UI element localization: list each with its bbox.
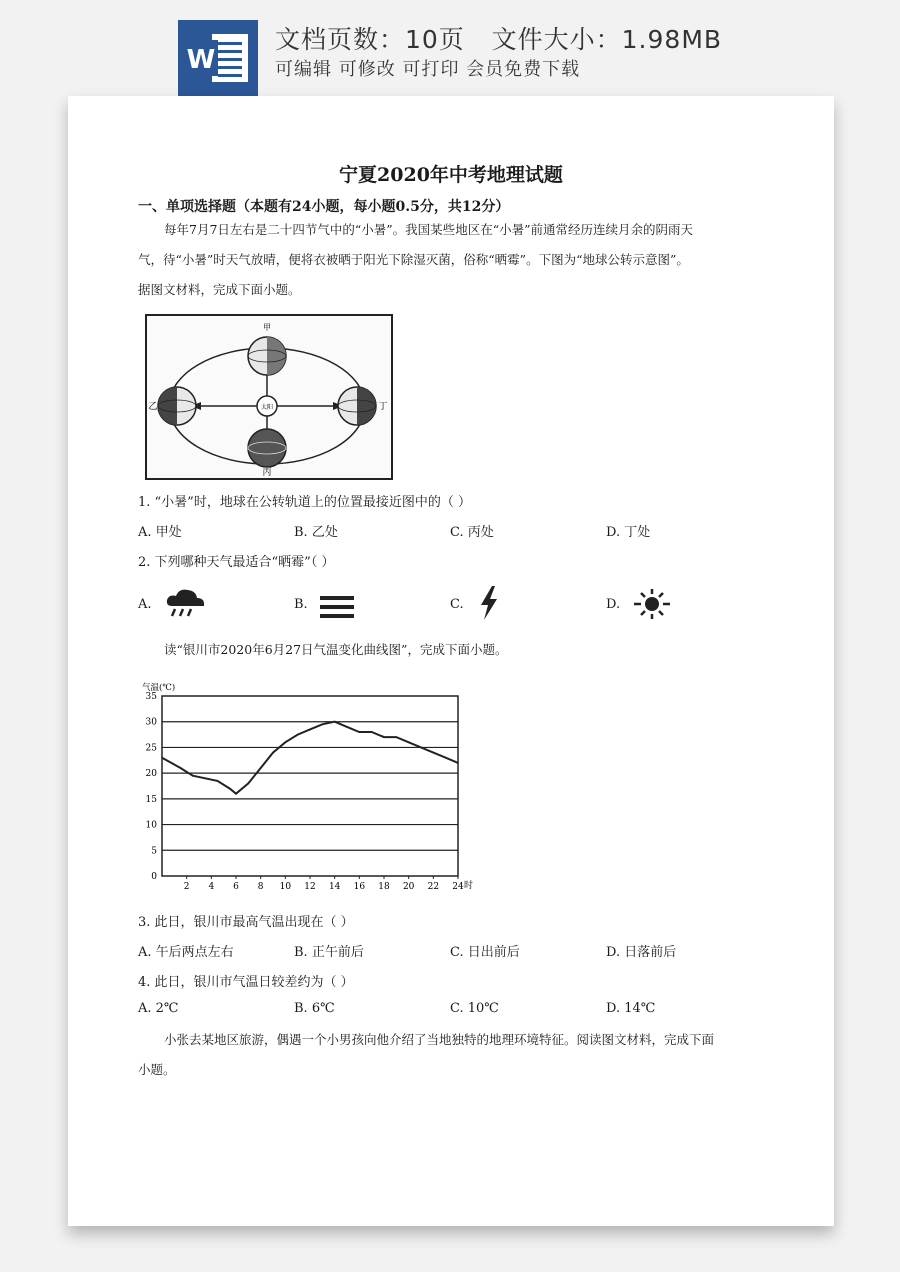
- q2-option-c[interactable]: C.: [450, 597, 464, 612]
- q4-option-d[interactable]: D. 14℃: [606, 1001, 656, 1016]
- file-features-text: 可编辑 可修改 可打印 会员免费下载: [275, 59, 581, 80]
- q2-option-a[interactable]: A.: [138, 597, 152, 612]
- document-page: [68, 96, 834, 1226]
- temperature-point: [334, 721, 336, 723]
- section-heading: 一、单项选择题（本题有24小题，每小题0.5分，共12分）: [138, 199, 510, 215]
- question-1: 1. “小暑”时，地球在公转轨道上的位置最接近图中的（ ）: [138, 495, 471, 510]
- q3-option-d[interactable]: D. 日落前后: [606, 945, 677, 960]
- temperature-point: [445, 757, 447, 759]
- q1-option-c[interactable]: C. 丙处: [450, 525, 494, 540]
- chart-intro-text: 读“银川市2020年6月27日气温变化曲线图”，完成下面小题。: [164, 642, 508, 657]
- q1-option-d[interactable]: D. 丁处: [606, 525, 651, 540]
- page-title: 宁夏2020年中考地理试题: [339, 164, 563, 186]
- q3-option-c[interactable]: C. 日出前后: [450, 945, 520, 960]
- y-tick-label: 25: [145, 743, 157, 754]
- x-tick-label: 2: [183, 882, 190, 892]
- y-tick-label: 15: [145, 794, 157, 805]
- x-tick-label: 24: [452, 882, 464, 892]
- globe-top: [248, 337, 286, 375]
- temperature-point: [309, 729, 311, 731]
- q2-option-b[interactable]: B.: [294, 597, 308, 612]
- q3-option-a[interactable]: A. 午后两点左右: [138, 945, 234, 960]
- x-tick-label: 16: [353, 882, 366, 892]
- intro-paragraph-line: 气，待“小暑”时天气放晴，便将衣被晒于阳光下除湿灭菌，俗称“晒霉”。下图为“地球公转示意图”。: [138, 252, 689, 267]
- y-tick-label: 0: [151, 872, 157, 882]
- temperature-point: [383, 736, 385, 738]
- question-2: 2. 下列哪种天气最适合“晒霉”（ ）: [138, 555, 335, 570]
- label-jia: 甲: [263, 323, 271, 332]
- temperature-point: [248, 783, 250, 785]
- temperature-point: [217, 780, 219, 782]
- q1-option-a[interactable]: A. 甲处: [138, 525, 182, 540]
- q4-option-c[interactable]: C. 10℃: [450, 1001, 499, 1016]
- temperature-point: [161, 757, 163, 759]
- temperature-point: [346, 726, 348, 728]
- intro-paragraph-line: 每年7月7日左右是二十四节气中的“小暑”。我国某些地区在“小暑”前通常经历连续月余的阴雨天: [164, 222, 693, 237]
- q4-option-a[interactable]: A. 2℃: [138, 1001, 179, 1016]
- intro-paragraph-line: 据图文材料，完成下面小题。: [138, 282, 301, 297]
- temperature-point: [272, 752, 274, 754]
- label-yi: 乙: [148, 402, 158, 412]
- closing-paragraph-line: 小题。: [138, 1062, 176, 1077]
- temperature-point: [359, 731, 361, 733]
- temperature-chart: [134, 676, 484, 896]
- x-tick-label: 8: [257, 882, 264, 892]
- y-tick-label: 35: [145, 692, 157, 702]
- x-tick-label: 12: [304, 882, 316, 892]
- question-3: 3. 此日，银川市最高气温出现在（ ）: [138, 915, 354, 930]
- sun-icon: [632, 588, 672, 624]
- sun-center: [257, 396, 277, 416]
- temperature-point: [192, 775, 194, 777]
- temperature-point: [371, 731, 373, 733]
- temperature-point: [285, 741, 287, 743]
- q4-option-b[interactable]: B. 6℃: [294, 1001, 335, 1016]
- x-tick-label: 4: [208, 882, 215, 892]
- label-bing: 丙: [262, 468, 272, 478]
- x-tick-label: 10: [279, 882, 292, 892]
- y-tick-label: 10: [145, 820, 157, 831]
- download-banner: [0, 0, 900, 96]
- temperature-point: [180, 767, 182, 769]
- y-tick-label: 5: [151, 846, 157, 857]
- file-info-text: 文档页数：10页 文件大小：1.98MB: [275, 25, 723, 54]
- temperature-point: [396, 736, 398, 738]
- x-tick-label: 18: [378, 882, 390, 892]
- temperature-point: [433, 752, 435, 754]
- q3-option-b[interactable]: B. 正午前后: [294, 945, 364, 960]
- globe-bottom: [248, 429, 286, 467]
- plot-frame: [162, 696, 458, 876]
- temperature-point: [408, 741, 410, 743]
- temperature-point: [260, 767, 262, 769]
- temperature-point: [204, 777, 206, 779]
- y-tick-label: 30: [145, 717, 157, 728]
- x-axis-label: 时: [464, 881, 474, 891]
- x-tick-label: 22: [427, 882, 440, 892]
- temperature-series-line: [162, 722, 458, 794]
- y-tick-label: 20: [145, 769, 157, 780]
- temperature-point: [322, 723, 324, 725]
- globe-left: [158, 387, 196, 425]
- q1-option-b[interactable]: B. 乙处: [294, 525, 338, 540]
- word-icon-letter: W: [186, 45, 216, 75]
- svg-text:太阳: 太阳: [260, 404, 274, 411]
- earth-revolution-diagram: [145, 314, 393, 480]
- temperature-point: [420, 747, 422, 749]
- q2-option-d[interactable]: D.: [606, 597, 621, 612]
- question-4: 4. 此日，银川市气温日较差约为（ ）: [138, 975, 354, 990]
- word-document-icon: [178, 20, 258, 96]
- globe-right: [338, 387, 376, 425]
- temperature-point: [229, 788, 231, 790]
- temperature-point: [235, 793, 237, 795]
- temperature-point: [457, 762, 459, 764]
- lightning-icon: [478, 586, 500, 624]
- label-ding: 丁: [378, 402, 388, 412]
- rain-cloud-icon: [164, 588, 208, 622]
- x-tick-label: 6: [233, 882, 239, 892]
- y-axis-label: 气温(℃): [142, 683, 176, 693]
- x-tick-label: 14: [328, 882, 341, 892]
- fog-icon: [320, 595, 354, 623]
- closing-paragraph-line: 小张去某地区旅游，偶遇一个小男孩向他介绍了当地独特的地理环境特征。阅读图文材料，完成下面: [164, 1032, 715, 1047]
- x-tick-label: 20: [402, 882, 415, 892]
- temperature-point: [297, 734, 299, 736]
